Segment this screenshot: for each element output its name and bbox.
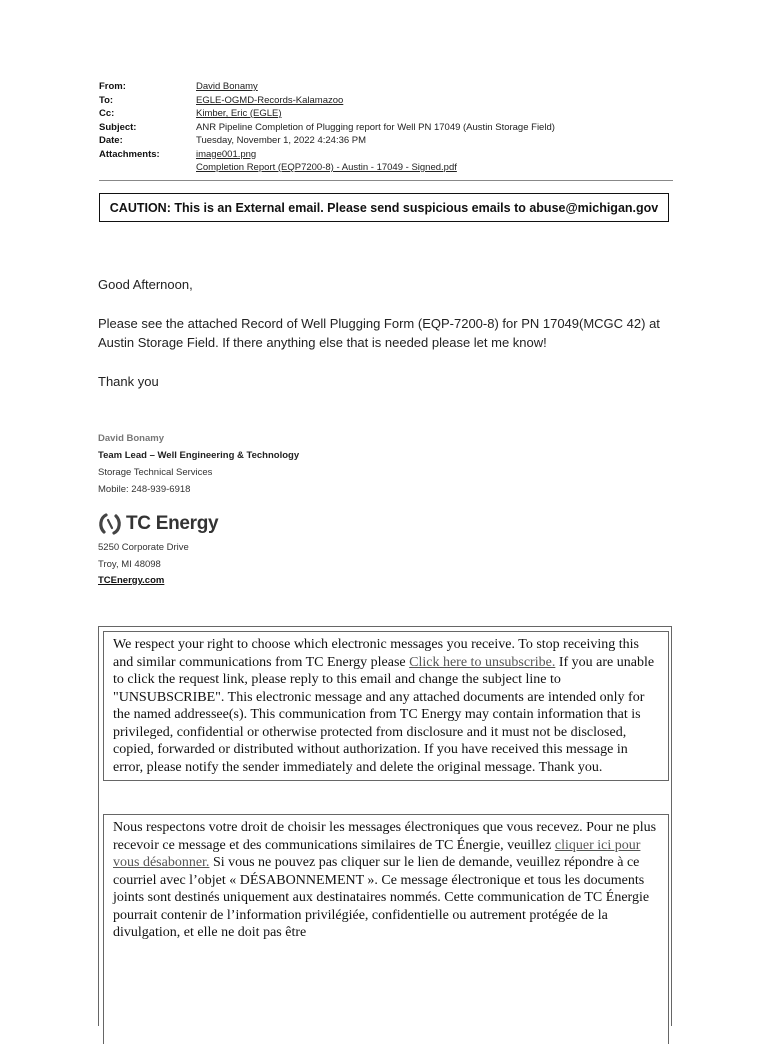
attachments-label: Attachments: — [99, 148, 160, 160]
disclaimer-en-text-1: We respect your right to choose which electronic messages you receive. To stop receiving this and similar communications from TC Energy please — [113, 637, 639, 670]
disclaimer-french — [103, 814, 669, 1044]
cc-label: Cc: — [99, 108, 115, 119]
unsubscribe-link[interactable]: Click here to unsubscribe. — [409, 654, 556, 670]
date-row — [99, 134, 699, 148]
subject-row — [99, 121, 699, 135]
to-link[interactable]: EGLE-OGMD-Records-Kalamazoo — [196, 94, 344, 106]
caution-banner: CAUTION: This is an External email. Please send suspicious emails to abuse@michigan.gov — [99, 193, 669, 222]
signature-department: Storage Technical Services — [98, 467, 213, 478]
message-paragraph: Please see the attached Record of Well Plugging Form (EQP-7200-8) for PN 17049(MCGC 42) at Austin Storage Field. If there anything else that is needed please let me know! — [98, 316, 660, 350]
signature-name: David Bonamy — [98, 433, 164, 444]
signature-mobile: Mobile: 248-939-6918 — [98, 484, 191, 495]
company-website-link[interactable]: TCEnergy.com — [98, 575, 165, 586]
subject-value: ANR Pipeline Completion of Plugging report for Well PN 17049 (Austin Storage Field) — [196, 121, 555, 133]
closing: Thank you — [98, 374, 159, 389]
attachments-list — [196, 148, 457, 175]
date-value: Tuesday, November 1, 2022 4:24:36 PM — [196, 135, 367, 146]
unsubscribe-link-fr[interactable]: cliquer ici pour vous désabonner. — [113, 837, 641, 870]
signature — [98, 430, 299, 498]
date-label: Date: — [99, 135, 123, 146]
tc-energy-logo-icon — [98, 512, 122, 536]
from-row — [99, 80, 699, 94]
attachments-row — [99, 148, 699, 175]
disclaimer-en-text-2: If you are unable to click the request link, please reply to this email and change the subject line to "UNSUBSCRIBE". This electronic message and any attached documents are intended only for the named addressee(s). This communication from TC Energy may contain information that is privileged, confidential or otherwise protected from disclosure and it must not be disclosed, copied, forwarded or distributed without authorization. If you have received this message in error, please notify the sender immediately and delete the original message. Thank you. — [113, 654, 655, 775]
cc-link[interactable]: Kimber, Eric (EGLE) — [196, 108, 282, 119]
address-line-1: 5250 Corporate Drive — [98, 542, 189, 553]
attachment-link[interactable]: Completion Report (EQP7200-8) - Austin - 17049 - Signed.pdf — [196, 162, 457, 173]
subject-label: Subject: — [99, 121, 137, 133]
company-address — [98, 540, 189, 590]
attachment-link[interactable]: image001.png — [196, 148, 257, 160]
signature-title: Team Lead – Well Engineering & Technology — [98, 450, 300, 461]
disclaimer-english — [103, 631, 669, 781]
header-divider — [99, 180, 673, 181]
company-logo — [98, 512, 218, 536]
from-label: From: — [99, 81, 126, 92]
to-row — [99, 94, 699, 108]
disclaimer-fr-text-2: Si vous ne pouvez pas cliquer sur le lien de demande, veuillez répondre à ce courriel avec l’objet « DÉSABONNEMENT ». Ce message électronique et tous les documents joints sont destinés uniquement aux destinataires nommés. Cette communication de TC Énergie pourrait contenir de l’information privilégiée, confidentielle ou autrement protégée de la divulgation, et elle ne doit pas être — [113, 855, 650, 940]
logo-text: TC Energy — [126, 513, 219, 534]
to-label: To: — [99, 94, 114, 106]
greeting: Good Afternoon, — [98, 277, 193, 292]
disclaimer-fr-text-1: Nous respectons votre droit de choisir les messages électroniques que vous recevez. Pour ne plus recevoir ce message et des communications similaires de TC Énergie, veuillez — [113, 820, 657, 853]
address-line-2: Troy, MI 48098 — [98, 558, 161, 570]
cc-row — [99, 107, 699, 121]
from-link[interactable]: David Bonamy — [196, 81, 258, 92]
email-header — [99, 80, 699, 175]
